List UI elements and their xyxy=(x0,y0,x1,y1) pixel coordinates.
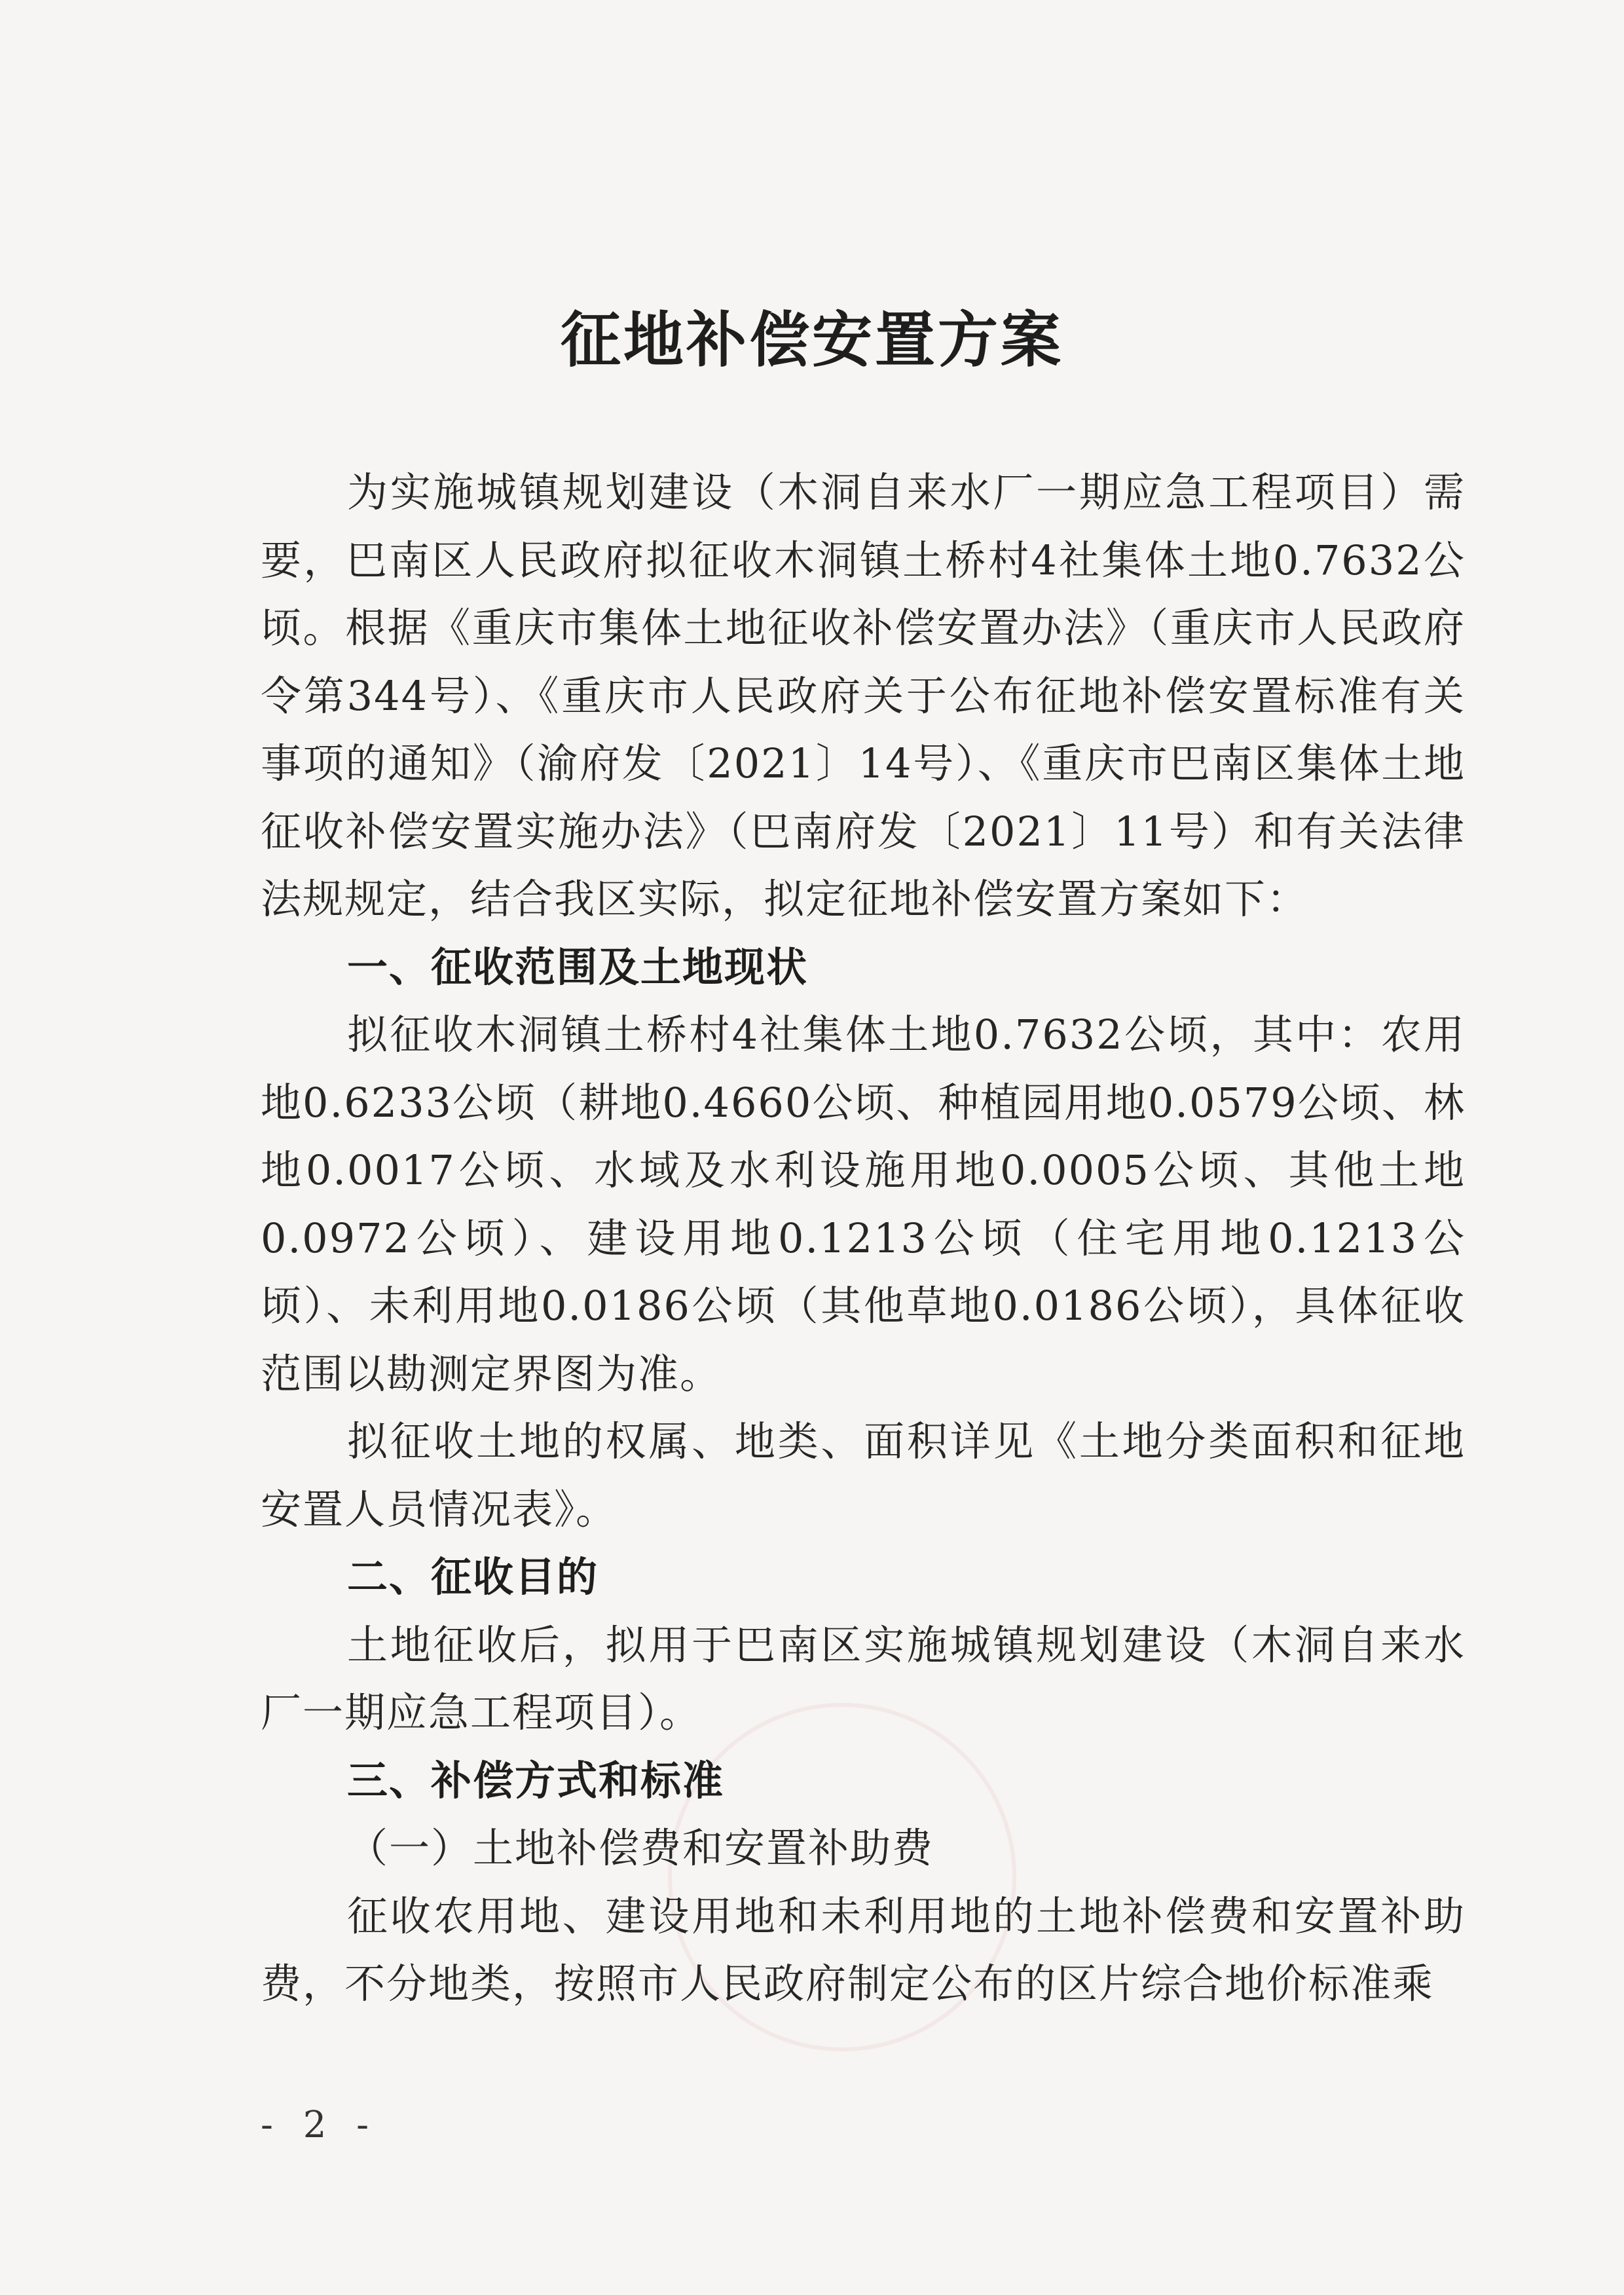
page-number: - 2 - xyxy=(261,2104,378,2146)
ownership-paragraph: 拟征收土地的权属、地类、面积详见《土地分类面积和征地安置人员情况表》。 xyxy=(261,1417,1466,1533)
section-heading-scope: 一、征收范围及土地现状 xyxy=(347,942,809,991)
purpose-paragraph: 土地征收后，拟用于巴南区实施城镇规划建设（木洞自来水厂一期应急工程项目）。 xyxy=(261,1620,1466,1736)
document-body xyxy=(261,458,1466,2018)
subsection-heading-land-fee: （一）土地补偿费和安置补助费 xyxy=(347,1824,934,1872)
land-fee-paragraph: 征收农用地、建设用地和未利用地的土地补偿费和安置补助费，不分地类，按照市人民政府制定公布的区片综合地价标准乘 xyxy=(261,1892,1466,2007)
intro-paragraph: 为实施城镇规划建设（木洞自来水厂一期应急工程项目）需要，巴南区人民政府拟征收木洞镇土桥村4社集体土地0.7632公顷。根据《重庆市集体土地征收补偿安置办法》（重庆市人民政府令第344号）、《重庆市人民政府关于公布征地补偿安置标准有关事项的通知》（渝府发〔2021〕14号）、《重庆市巴南区集体土地征收补偿安置实施办法》（巴南府发〔2021〕11号）和有关法律法规规定，结合我区实际，拟定征地补偿安置方案如下： xyxy=(261,468,1466,923)
section-heading-purpose: 二、征收目的 xyxy=(347,1553,599,1601)
scope-paragraph: 拟征收木洞镇土桥村4社集体土地0.7632公顷，其中：农用地0.6233公顷（耕地0.4660公顷、种植园用地0.0579公顷、林地0.0017公顷、水域及水利设施用地0.0005公顷、其他土地0.0972公顷）、建设用地0.1213公顷（住宅用地0.1213公顷）、未利用地0.0186公顷（其他草地0.0186公顷），具体征收范围以勘测定界图为准。 xyxy=(261,1011,1466,1398)
document-title: 征地补偿安置方案 xyxy=(560,305,1063,375)
section-heading-compensation: 三、补偿方式和标准 xyxy=(347,1756,725,1804)
